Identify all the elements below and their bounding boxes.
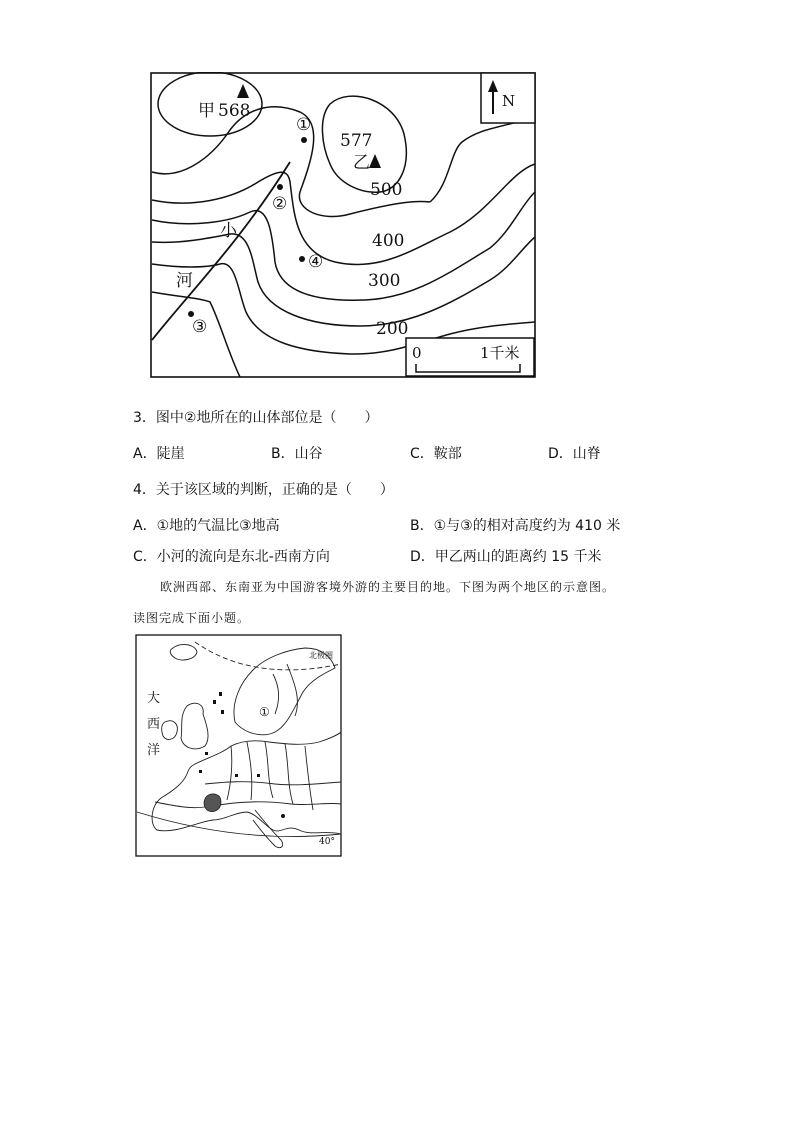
ocean-char-2: 西 [147,717,161,732]
highlighted-region [204,794,221,812]
europe-point-1: ① [259,705,270,719]
question-3-option-d[interactable]: D．山脊 [548,446,601,462]
map-marker [213,700,216,704]
question-4-stem: 4．关于该区域的判断，正确的是（ ） [133,482,394,498]
question-4-option-b[interactable]: B．①与③的相对高度约为 410 米 [410,518,621,534]
map-marker [221,710,224,714]
contour-label-500: 500 [370,180,403,200]
north-label: N [502,92,516,110]
question-3-option-b[interactable]: B．山谷 [271,446,323,462]
point-1-label: ① [296,115,312,135]
question-3-stem: 3．图中②地所在的山体部位是（ ） [133,410,379,426]
map-marker [205,752,208,755]
arctic-circle-label: 北极圈 [309,651,333,660]
map-marker [281,814,285,818]
latitude-40-label: 40° [319,837,335,847]
map-marker [257,774,260,777]
scale-start: 0 [412,344,422,362]
question-4-option-d[interactable]: D．甲乙两山的距离约 15 千米 [410,549,602,565]
intro-line-2: 读图完成下面小题。 [133,611,251,625]
point-2-label: ② [272,194,288,214]
contour-map [150,72,536,386]
point-2-dot [277,184,283,190]
peak-yi-elevation: 577 [340,131,373,151]
point-1-dot [301,137,307,143]
map-marker [235,774,238,777]
peak-yi-label: 乙 [353,153,370,173]
peak-jia-label: 甲 [198,101,215,121]
contour-label-400: 400 [372,231,405,251]
point-4-dot [299,256,305,262]
river-char-river: 河 [176,271,193,291]
contour-label-200: 200 [376,319,409,339]
contour-label-300: 300 [368,271,401,291]
scale-end: 1千米 [480,344,520,362]
point-4-label: ④ [308,252,324,272]
question-4-option-c[interactable]: C．小河的流向是东北-西南方向 [133,549,330,565]
ocean-char-3: 洋 [147,743,161,758]
river-char-small: 小 [220,221,237,241]
point-3-label: ③ [192,317,208,337]
question-3-option-c[interactable]: C．鞍部 [410,446,462,462]
peak-jia-elevation: 568 [218,101,251,121]
ocean-char-1: 大 [147,691,161,706]
intro-line-1: 欧洲西部、东南亚为中国游客境外游的主要目的地。下图为两个地区的示意图。 [160,580,616,594]
map-marker [219,692,222,696]
question-4-option-a[interactable]: A．①地的气温比③地高 [133,518,280,534]
map-marker [199,770,202,773]
question-3-option-a[interactable]: A．陡崖 [133,446,185,462]
europe-map [135,634,343,858]
